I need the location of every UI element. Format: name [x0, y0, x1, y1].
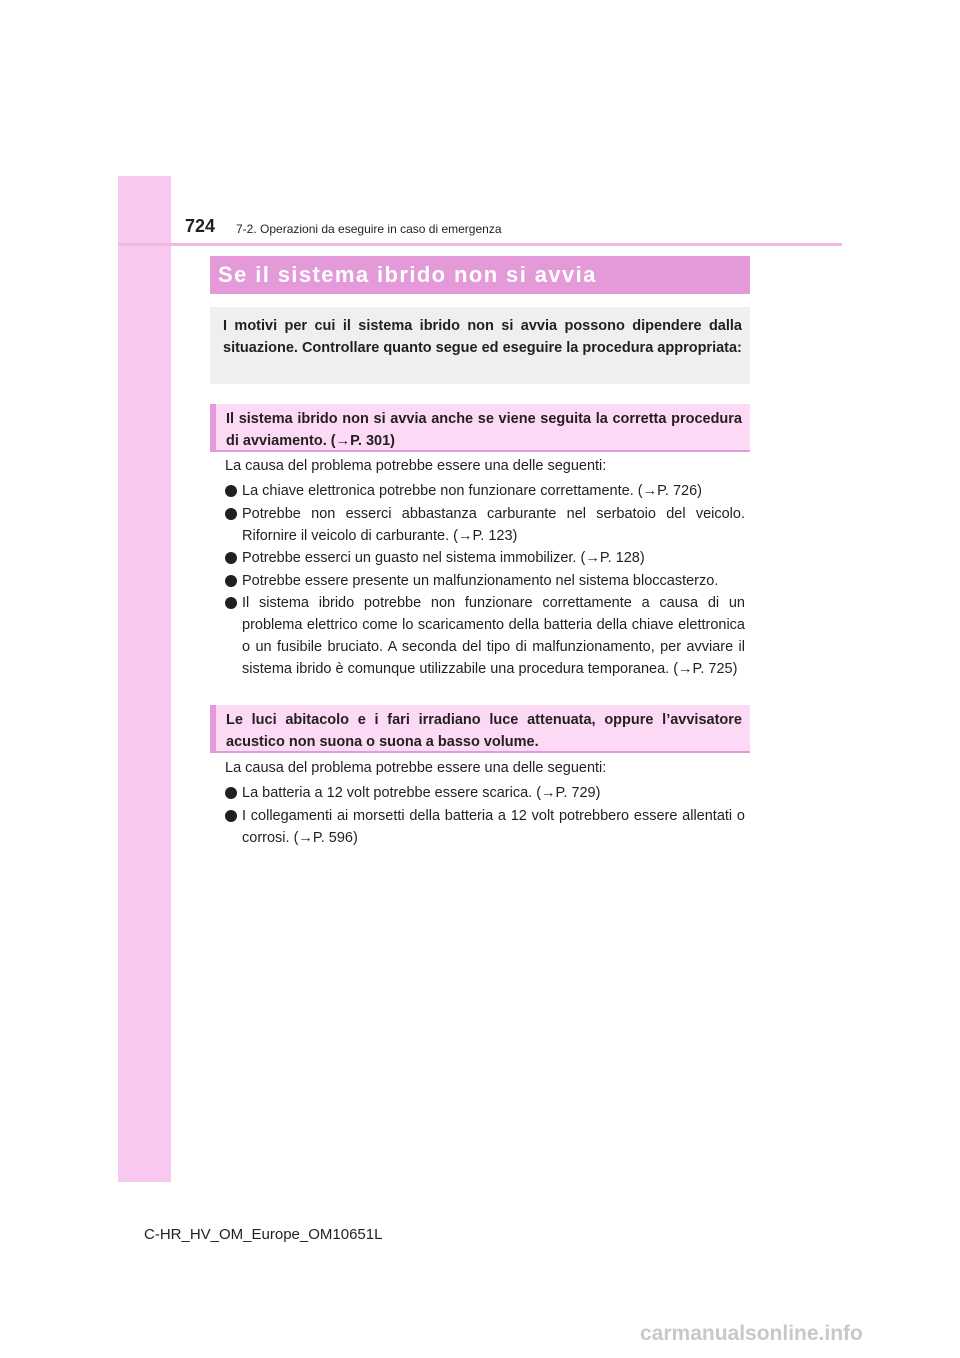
list-item-text: La chiave elettronica potrebbe non funzionare correttamente. (→P. 726) — [242, 483, 702, 499]
page-number: 724 — [185, 216, 216, 236]
list-item-text: Potrebbe esserci un guasto nel sistema immobilizer. (→P. 128) — [242, 550, 645, 566]
bullet-icon — [225, 485, 237, 497]
bullet-icon — [225, 552, 237, 564]
intro-box: I motivi per cui il sistema ibrido non si avvia possono dipendere dalla situazione. Controllare quanto segue ed eseguire la procedura appropriata: — [210, 307, 750, 384]
bullet-icon — [225, 597, 237, 609]
list-item-text: Potrebbe non esserci abbastanza carburante nel serbatoio del veicolo. Rifornire il veicolo di carburante. (→P. 123) — [242, 505, 745, 544]
page-title: Se il sistema ibrido non si avvia — [210, 256, 750, 294]
list-item-text: Potrebbe essere presente un malfunzionamento nel sistema bloccasterzo. — [242, 572, 719, 589]
subheading-1: Il sistema ibrido non si avvia anche se viene seguita la corretta procedura di avviamento. (→P. 301) — [210, 404, 750, 452]
header-divider — [118, 243, 842, 246]
list-item — [225, 480, 745, 502]
list-item-text: I collegamenti ai morsetti della batteria a 12 volt potrebbero essere allentati o corrosi. (→P. 596) — [242, 807, 745, 846]
bullet-list-1 — [225, 480, 745, 681]
watermark: carmanualsonline.info — [640, 1322, 863, 1345]
list-item-text: Il sistema ibrido potrebbe non funzionare correttamente a causa di un problema elettrico come lo scaricamento della batteria della chiave elettronica o un fusibile bruciato. A seconda del tipo di malfunzionamento, per avviare il sistema ibrido è comunque utilizzabile una procedura temporanea. (→P. 725) — [242, 595, 745, 677]
bullet-list-2 — [225, 782, 745, 849]
list-item-text: La batteria a 12 volt potrebbe essere scarica. (→P. 729) — [242, 785, 601, 801]
subheading-2: Le luci abitacolo e i fari irradiano luce attenuata, oppure l’avvisatore acustico non suona o suona a basso volume. — [210, 705, 750, 753]
paragraph-lead-2: La causa del problema potrebbe essere una delle seguenti: — [225, 760, 607, 776]
sidebar-strip — [118, 176, 171, 1182]
list-item — [225, 570, 745, 592]
bullet-icon — [225, 810, 237, 822]
list-item — [225, 805, 745, 849]
list-item — [225, 503, 745, 547]
section-breadcrumb: 7-2. Operazioni da eseguire in caso di emergenza — [236, 222, 502, 236]
list-item — [225, 592, 745, 680]
paragraph-lead-1: La causa del problema potrebbe essere una delle seguenti: — [225, 458, 607, 474]
list-item — [225, 547, 745, 569]
list-item — [225, 782, 745, 804]
bullet-icon — [225, 787, 237, 799]
document-code: C-HR_HV_OM_Europe_OM10651L — [144, 1226, 383, 1243]
bullet-icon — [225, 575, 237, 587]
bullet-icon — [225, 508, 237, 520]
